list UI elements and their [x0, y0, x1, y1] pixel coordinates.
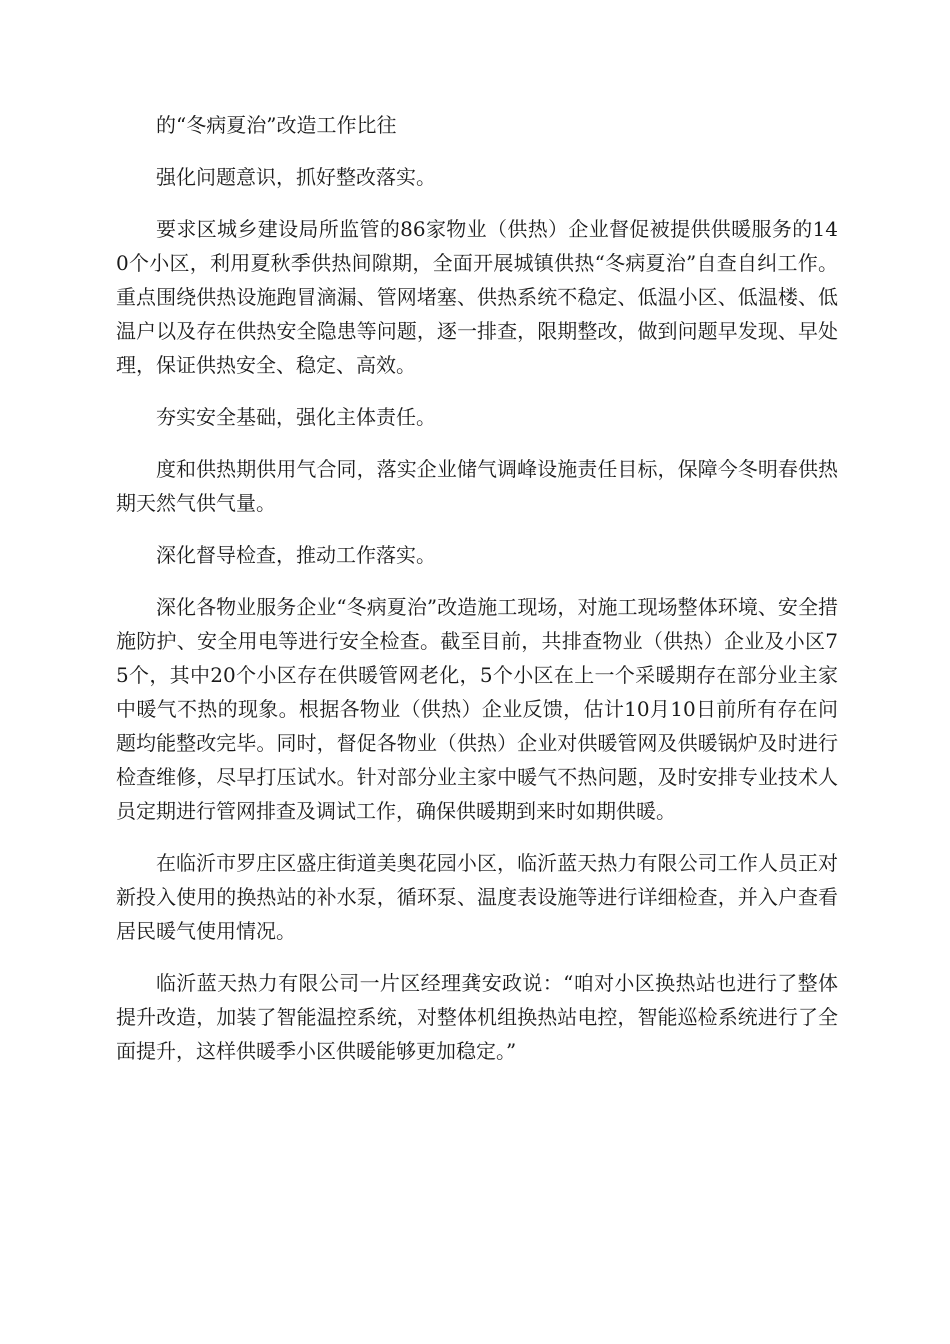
document-body — [116, 108, 838, 1086]
paragraph-site-visit: 在临沂市罗庄区盛庄街道美奥花园小区，临沂蓝天热力有限公司工作人员正对新投入使用的换热站的补水泵，循环泵、温度表设施等进行详细检查，并入户查看居民暖气使用情况。 — [116, 851, 838, 943]
paragraph-self-inspection: 要求区城乡建设局所监管的86家物业（供热）企业督促被提供供暖服务的140个小区，利用夏秋季供热间隙期，全面开展城镇供热“冬病夏治”自查自纠工作。重点围绕供热设施跑冒滴漏、管网堵塞、供热系统不稳定、低温小区、低温楼、低温户以及存在供热安全隐患等问题，逐一排查，限期整改，做到问题早发现、早处理，保证供热安全、稳定、高效。 — [116, 217, 838, 377]
heading-safety-foundation: 夯实安全基础，强化主体责任。 — [156, 405, 436, 429]
paragraph-intro-fragment: 的“冬病夏治”改造工作比往 — [156, 113, 397, 137]
heading-supervision: 深化督导检查，推动工作落实。 — [156, 543, 436, 567]
paragraph-gas-supply: 度和供热期供用气合同，落实企业储气调峰设施责任目标，保障今冬明春供热期天然气供气量。 — [116, 457, 838, 515]
paragraph-inspection-results: 深化各物业服务企业“冬病夏治”改造施工现场，对施工现场整体环境、安全措施防护、安全用电等进行安全检查。截至目前，共排查物业（供热）企业及小区75个，其中20个小区存在供暖管网老化，5个小区在上一个采暖期存在部分业主家中暖气不热的现象。根据各物业（供热）企业反馈，估计10月10日前所有存在问题均能整改完毕。同时，督促各物业（供热）企业对供暖管网及供暖锅炉及时进行检查维修，尽早打压试水。针对部分业主家中暖气不热问题，及时安排专业技术人员定期进行管网排查及调试工作，确保供暖期到来时如期供暖。 — [116, 595, 838, 823]
paragraph-manager-quote: 临沂蓝天热力有限公司一片区经理龚安政说：“咱对小区换热站也进行了整体提升改造，加装了智能温控系统，对整体机组换热站电控，智能巡检系统进行了全面提升，这样供暖季小区供暖能够更加稳定。” — [116, 971, 838, 1063]
heading-problem-awareness: 强化问题意识，抓好整改落实。 — [156, 165, 436, 189]
